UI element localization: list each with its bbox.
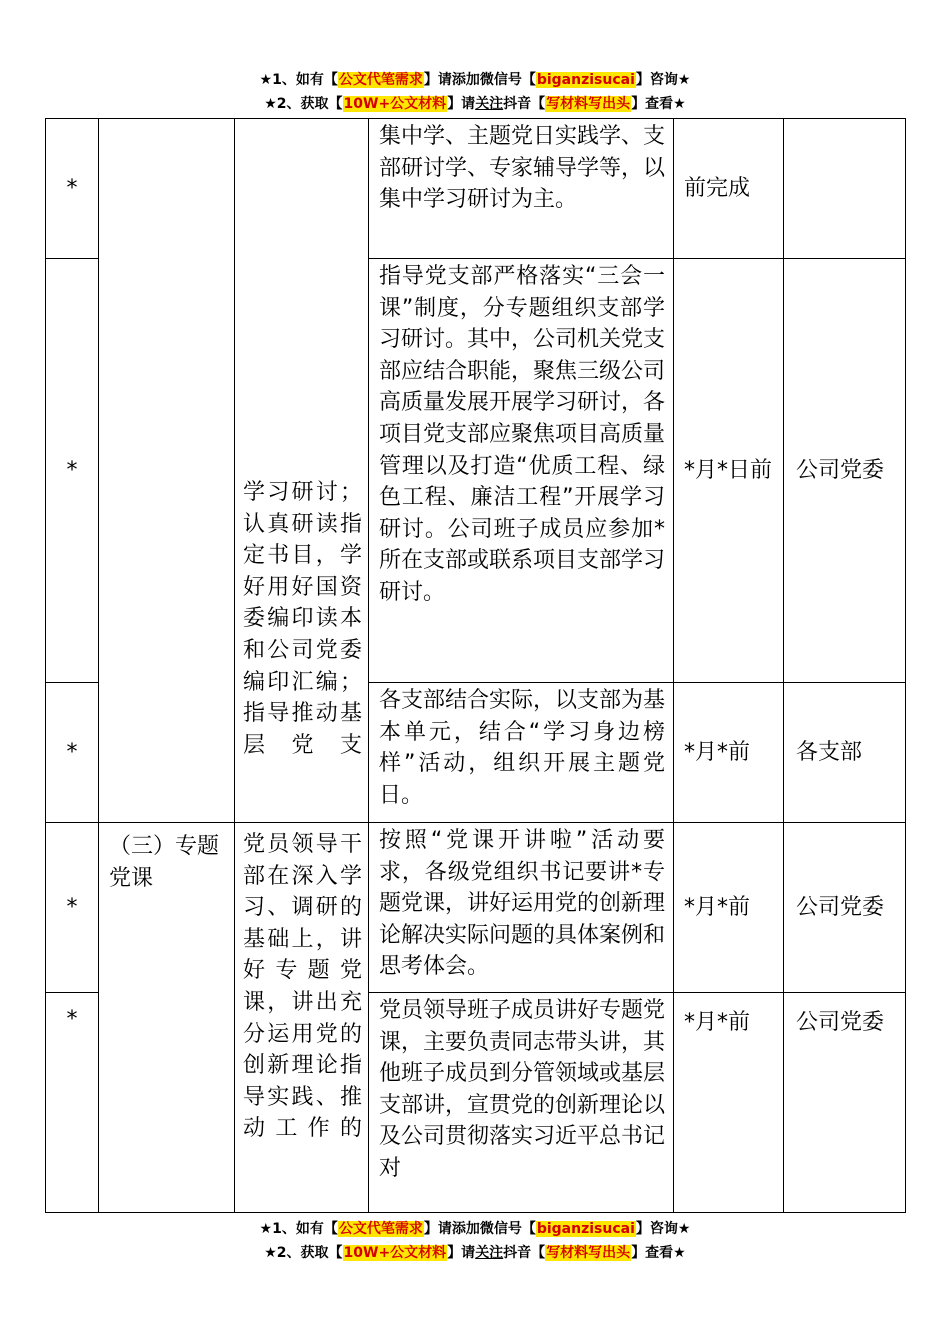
footer-banner-line-2: [0, 1243, 950, 1263]
study-description-cell: [235, 119, 369, 823]
task-table: [45, 118, 906, 1213]
lecture-description: 党员领导干部在深入学习、调研的基础上，讲好专题党课，讲出充分运用党的创新理论指导实践、推动工作的: [243, 832, 362, 1142]
banner-text: 】查看★: [631, 1245, 686, 1261]
section-label: （三）专题党课: [99, 823, 235, 1213]
owner-cell: 公司党委: [784, 823, 906, 993]
banner-text: ★1、如有【: [259, 72, 338, 88]
owner-cell: 公司党委: [784, 259, 906, 683]
row-number: *: [46, 259, 99, 683]
content-cell: 指导党支部严格落实“三会一课”制度，分专题组织支部学习研讨。其中，公司机关党支部应结合职能，聚焦三级公司高质量发展开展学习研讨，各项目党支部应聚焦项目高质量管理以及打造“优质工程、绿色工程、廉洁工程”开展学习研讨。公司班子成员应参加*所在支部或联系项目支部学习研讨。: [369, 259, 674, 683]
banner-highlight: biganzisucai: [536, 72, 635, 88]
study-description: 学习研讨；认真研读指定书目，学好用好国资委编印读本和公司党委编印汇编；指导推动基层党支: [243, 480, 362, 758]
content-cell: 按照“党课开讲啦”活动要求，各级党组织书记要讲*专题党课，讲好运用党的创新理论解决实际问题的具体案例和思考体会。: [369, 823, 674, 993]
header-banner-line-2: [0, 94, 950, 114]
row-number: *: [46, 683, 99, 823]
banner-highlight: 10W+公文材料: [343, 1245, 447, 1261]
row-number: *: [46, 993, 99, 1213]
banner-text: 】请: [447, 96, 476, 112]
banner-text: 抖音【: [503, 96, 546, 112]
row-number: *: [46, 119, 99, 259]
time-cell: *月*前: [674, 683, 784, 823]
banner-highlight: 公文代笔需求: [338, 1221, 423, 1237]
row-number: *: [46, 823, 99, 993]
banner-text: 】请添加微信号【: [423, 72, 536, 88]
table-row: [46, 823, 906, 993]
banner-text: 】咨询★: [635, 1221, 691, 1237]
banner-highlight: 10W+公文材料: [343, 96, 447, 112]
banner-text: 】请添加微信号【: [423, 1221, 536, 1237]
banner-text: 】查看★: [631, 96, 686, 112]
banner-highlight: biganzisucai: [536, 1221, 635, 1237]
banner-highlight: 写材料写出头: [546, 1245, 631, 1261]
banner-text: 】咨询★: [635, 72, 691, 88]
content-cell: 集中学、主题党日实践学、支部研讨学、专家辅导学等，以集中学习研讨为主。: [369, 119, 674, 259]
time-cell: *月*前: [674, 993, 784, 1213]
banner-underline: 关注: [475, 96, 504, 112]
banner-text: ★1、如有【: [259, 1221, 338, 1237]
banner-text: 抖音【: [503, 1245, 546, 1261]
category-cell: [99, 119, 235, 823]
footer-banner-line-1: [0, 1219, 950, 1239]
time-cell: 前完成: [674, 119, 784, 259]
lecture-description-cell: [235, 823, 369, 1213]
header-banner-line-1: [0, 70, 950, 90]
banner-highlight: 写材料写出头: [546, 96, 631, 112]
banner-text: 】请: [447, 1245, 476, 1261]
content-cell: 党员领导班子成员讲好专题党课，主要负责同志带头讲，其他班子成员到分管领域或基层支部讲，宣贯党的创新理论以及公司贯彻落实习近平总书记对: [369, 993, 674, 1213]
banner-text: ★2、获取【: [264, 1245, 343, 1261]
time-cell: *月*前: [674, 823, 784, 993]
owner-cell: 公司党委: [784, 993, 906, 1213]
content-cell: 各支部结合实际，以支部为基本单元，结合“学习身边榜样”活动，组织开展主题党日。: [369, 683, 674, 823]
banner-underline: 关注: [475, 1245, 504, 1261]
owner-cell: [784, 119, 906, 259]
owner-cell: 各支部: [784, 683, 906, 823]
time-cell: *月*日前: [674, 259, 784, 683]
banner-highlight: 公文代笔需求: [338, 72, 423, 88]
banner-text: ★2、获取【: [264, 96, 343, 112]
table-row: [46, 119, 906, 259]
